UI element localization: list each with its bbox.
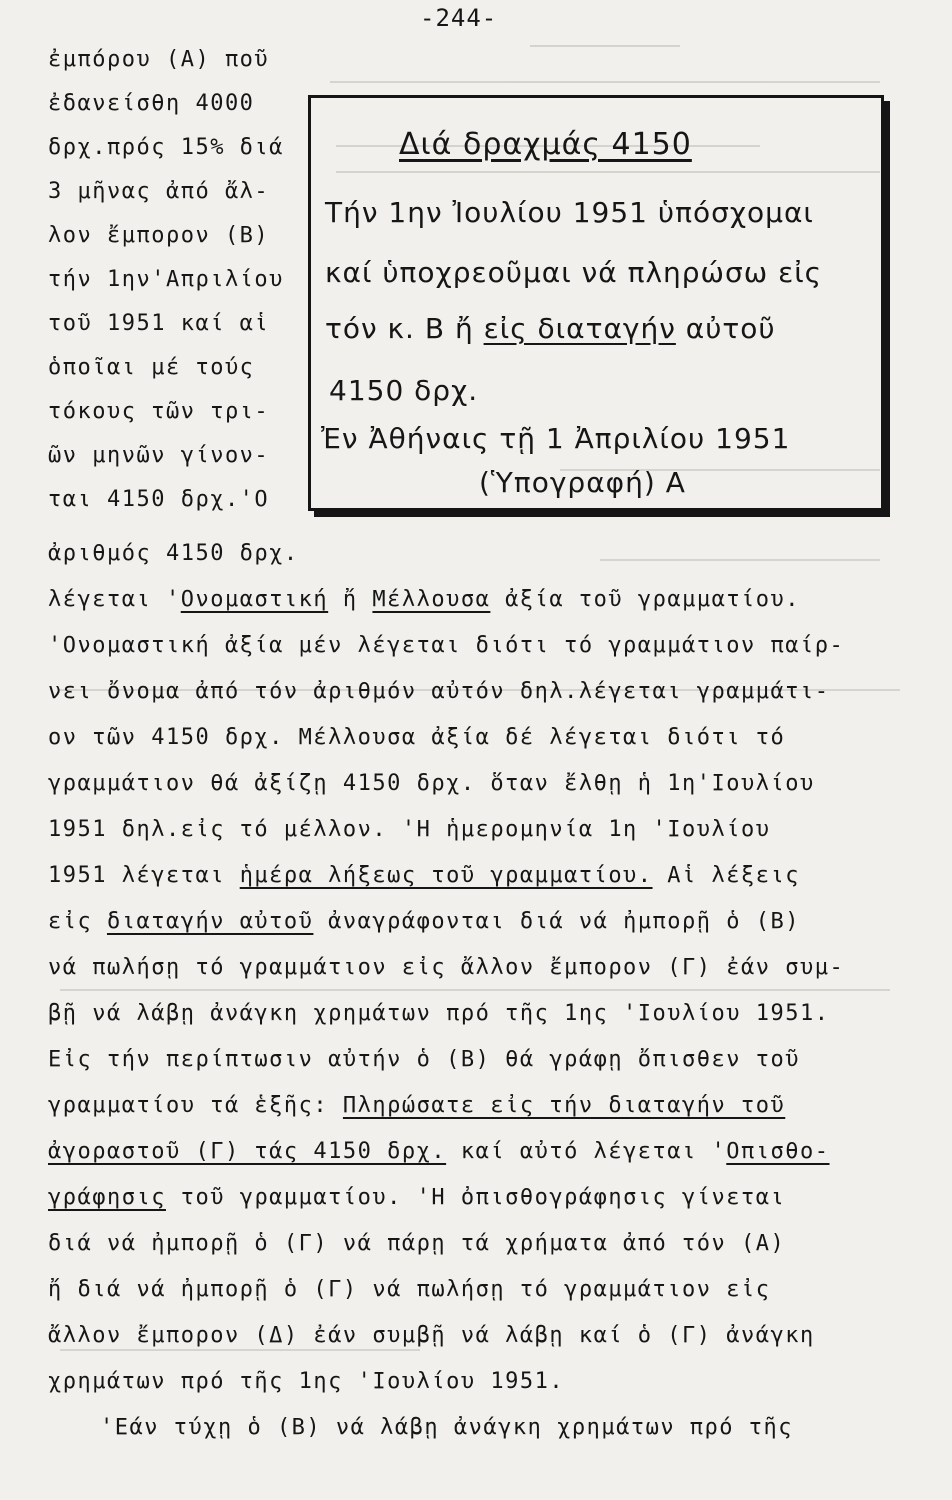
body-text: ἤ [328,587,373,612]
body-line: βῇ νά λάβῃ ἀνάγκη χρημάτων πρό τῆς 1ης 'Ιουλίου 1951. [48,1001,830,1026]
body-text: ἀναγράφονται διά νά ἠμπορῇ ὁ (Β) [313,909,801,934]
note-title: Διά δραχμάς 4150 [399,127,692,162]
body-line [48,908,800,936]
left-column-line: ται 4150 δρχ.'Ο [48,487,270,512]
endorsement-instruction: ἀγοραστοῦ (Γ) τάς 4150 δρχ. [48,1139,447,1164]
page-number: -244- [420,4,498,32]
note-place-date: Ἐν Ἀθήναις τῇ 1 Ἀπριλίου 1951 [321,422,791,455]
note-line [325,312,776,346]
left-column-line: τόκους τῶν τρι- [48,399,270,424]
body-line [48,1138,830,1166]
body-text: εἰς [48,909,107,934]
body-text: γραμματίου τά ἑξῆς: [48,1093,343,1118]
body-line: ον τῶν 4150 δρχ. Μέλλουσα ἀξία δέ λέγεται διότι τό [48,725,786,750]
note-line: καί ὑποχρεοῦμαι νά πληρώσω εἰς [325,256,823,289]
endorsement-instruction: Πληρώσατε εἰς τήν διαταγήν τοῦ [342,1093,786,1118]
note-text: τόν κ. Β ἤ [325,312,484,345]
left-column-line: ὁποῖαι μέ τούς [48,355,255,380]
order-term: διαταγήν αὐτοῦ [106,909,314,934]
body-text: 1951 λέγεται [48,863,240,888]
body-line: ἤ διά νά ἠμπορῇ ὁ (Γ) νά πωλήσῃ τό γραμμάτιον εἰς [48,1277,771,1302]
body-line: χρημάτων πρό τῆς 1ης 'Ιουλίου 1951. [48,1369,565,1394]
body-line: νει ὄνομα ἀπό τόν ἀριθμόν αὐτόν δηλ.λέγεται γραμμάτι- [48,679,830,704]
body-text: ἀξία τοῦ γραμματίου. [490,587,801,612]
note-text: αὐτοῦ [675,312,776,345]
body-line [48,862,800,890]
body-line: γραμμάτιον θά ἀξίζῃ 4150 δρχ. ὅταν ἔλθῃ ἡ 1η'Ιουλίου [48,771,815,796]
note-amount: 4150 δρχ. [329,374,479,407]
promissory-note-box [308,95,884,511]
left-column-line: λον ἔμπορον (Β) [48,223,270,248]
maturity-date-term: ἡμέρα λήξεως τοῦ γραμματίου. [239,863,653,888]
body-line [48,586,800,614]
body-text: λέγεται ' [48,587,181,612]
body-line: 'Εάν τύχῃ ὁ (Β) νά λάβῃ ἀνάγκη χρημάτων πρό τῆς [100,1415,794,1440]
note-order-phrase: εἰς διαταγήν [483,312,676,345]
body-line: ἄλλον ἔμπορον (Δ) ἐάν συμβῇ νά λάβῃ καί ὁ (Γ) ἀνάγκη [48,1323,815,1348]
left-column-line: ἐδανείσθη 4000 [48,91,255,116]
body-text: καί αὐτό λέγεται ' [446,1139,727,1164]
body-text: τοῦ γραμματίου. 'Η ὀπισθογράφησις γίνεται [165,1185,786,1210]
note-signature: (Ὑπογραφή) Α [479,466,686,499]
body-line: Εἰς τήν περίπτωσιν αὐτήν ὁ (Β) θά γράφῃ ὄπισθεν τοῦ [48,1047,801,1072]
left-column-line: ῶν μηνῶν γίνον- [48,443,270,468]
left-column-line: τοῦ 1951 καί αἱ [48,311,270,336]
body-line: 1951 δηλ.εἰς τό μέλλον. 'Η ἡμερομηνία 1η 'Ιουλίου [48,817,771,842]
body-line: διά νά ἠμπορῇ ὁ (Γ) νά πάρῃ τά χρήματα ἀπό τόν (Α) [48,1231,786,1256]
body-line: ἀριθμός 4150 δρχ. [48,541,299,566]
future-value-term: Μέλλουσα [372,587,491,612]
left-column-line: 3 μῆνας ἀπό ἄλ- [48,179,270,204]
body-line: νά πωλήσῃ τό γραμμάτιον εἰς ἄλλον ἔμπορον (Γ) ἐάν συμ- [48,955,845,980]
left-column-line: δρχ.πρός 15% διά [48,135,284,160]
endorsement-term: γράφησις [48,1185,166,1210]
note-line: Τήν 1ην Ἰουλίου 1951 ὑπόσχομαι [325,196,814,229]
nominal-value-term: Ονομαστική [180,587,329,612]
left-column-line: τήν 1ην'Απριλίου [48,267,284,292]
body-line [48,1092,785,1120]
endorsement-term: Οπισθο- [726,1139,830,1164]
body-line: 'Ονομαστική ἀξία μέν λέγεται διότι τό γραμμάτιον παίρ- [48,633,845,658]
left-column-line: ἐμπόρου (Α) ποῦ [48,47,270,72]
body-line [48,1184,785,1212]
body-text: Αἱ λέξεις [652,863,801,888]
